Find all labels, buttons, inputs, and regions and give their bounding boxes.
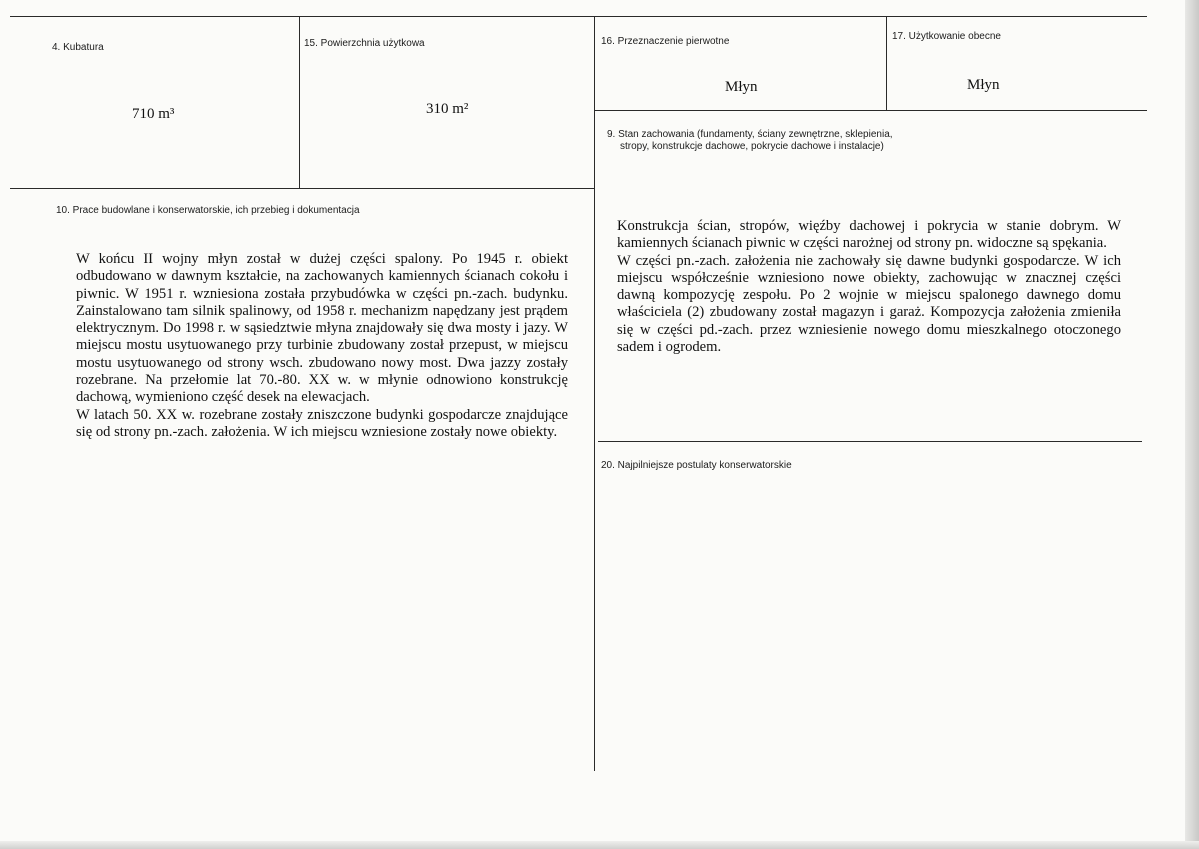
divider-under-16-17 [594, 110, 1147, 111]
scan-edge-bottom [0, 841, 1199, 849]
prace-text-paragraph-1: W końcu II wojny młyn został w dużej części spalony. Po 1945 r. obiekt odbudowano w dawnym kształcie, na zachowanych kamiennych ścianach cokołu i piwnic. W 1951 r. wzniesiona została przybudówka w części pn.-zach. budynku. Zainstalowano tam silnik spalinowy, od 1958 r. mechanizm napędzany jest prądem elektrycznym. Do 1998 r. w sąsiedztwie młyna znajdowały się dwa mosty i jazy. W miejscu mostu usytuowanego przy turbinie zbudowany został przepust, w miejscu mostu usytuowanego od strony wsch. zbudowano nowy most. Dwa jazzy zostały rozebrane. Na przełomie lat 70.-80. XX w. w młynie odnowiono konstrukcję dachową, wymieniono część desek na elewacjach. [76, 251, 568, 406]
stan-text-paragraph-1: Konstrukcja ścian, stropów, więźby dachowej i pokrycia w stanie dobrym. W kamiennych ścianach piwnic w części narożnej od strony pn. widoczne są spękania. [617, 218, 1121, 252]
uzytkowanie-label: 17. Użytkowanie obecne [892, 31, 1001, 42]
postulaty-label: 20. Najpilniejsze postulaty konserwatorskie [601, 460, 792, 471]
prace-text [76, 251, 568, 441]
divider-above-20 [598, 441, 1142, 442]
divider-under-4-15 [10, 188, 594, 189]
stan-text [617, 218, 1121, 356]
prace-label: 10. Prace budowlane i konserwatorskie, ich przebieg i dokumentacja [56, 205, 360, 216]
przeznaczenie-label: 16. Przeznaczenie pierwotne [601, 36, 730, 47]
kubatura-label: 4. Kubatura [52, 42, 104, 53]
vertical-divider-4-15 [299, 16, 300, 188]
vertical-divider-16-17 [886, 16, 887, 110]
prace-text-paragraph-2: W latach 50. XX w. rozebrane zostały zniszczone budynki gospodarcze znajdujące się od strony pn.-zach. założenia. W ich miejscu wzniesione zostały nowe obiekty. [76, 406, 568, 440]
stan-text-paragraph-2: W części pn.-zach. założenia nie zachowały się dawne budynki gospodarcze. W ich miejscu współcześnie wzniesiono nowe obiekty, zachowując w znacznej części dawną kompozycję zespołu. Po 2 wojnie w miejscu spalonego dawnego domu właściciela (2) zbudowany został magazyn i garaż. Kompozycja założenia zmieniła się w części pd.-zach. przez wzniesienie nowego domu mieszkalnego otoczonego sadem i ogrodem. [617, 252, 1121, 356]
powierzchnia-value: 310 m² [426, 101, 469, 117]
scan-edge-right [1185, 0, 1199, 849]
uzytkowanie-value: Młyn [967, 77, 1000, 93]
stan-label-line2: stropy, konstrukcje dachowe, pokrycie dachowe i instalacje) [620, 141, 884, 152]
main-vertical-divider [594, 16, 595, 771]
top-border [10, 16, 1147, 17]
stan-label-line1: 9. Stan zachowania (fundamenty, ściany zewnętrzne, sklepienia, [607, 129, 893, 140]
kubatura-value: 710 m³ [132, 106, 175, 122]
przeznaczenie-value: Młyn [725, 79, 758, 95]
powierzchnia-label: 15. Powierzchnia użytkowa [304, 38, 425, 49]
